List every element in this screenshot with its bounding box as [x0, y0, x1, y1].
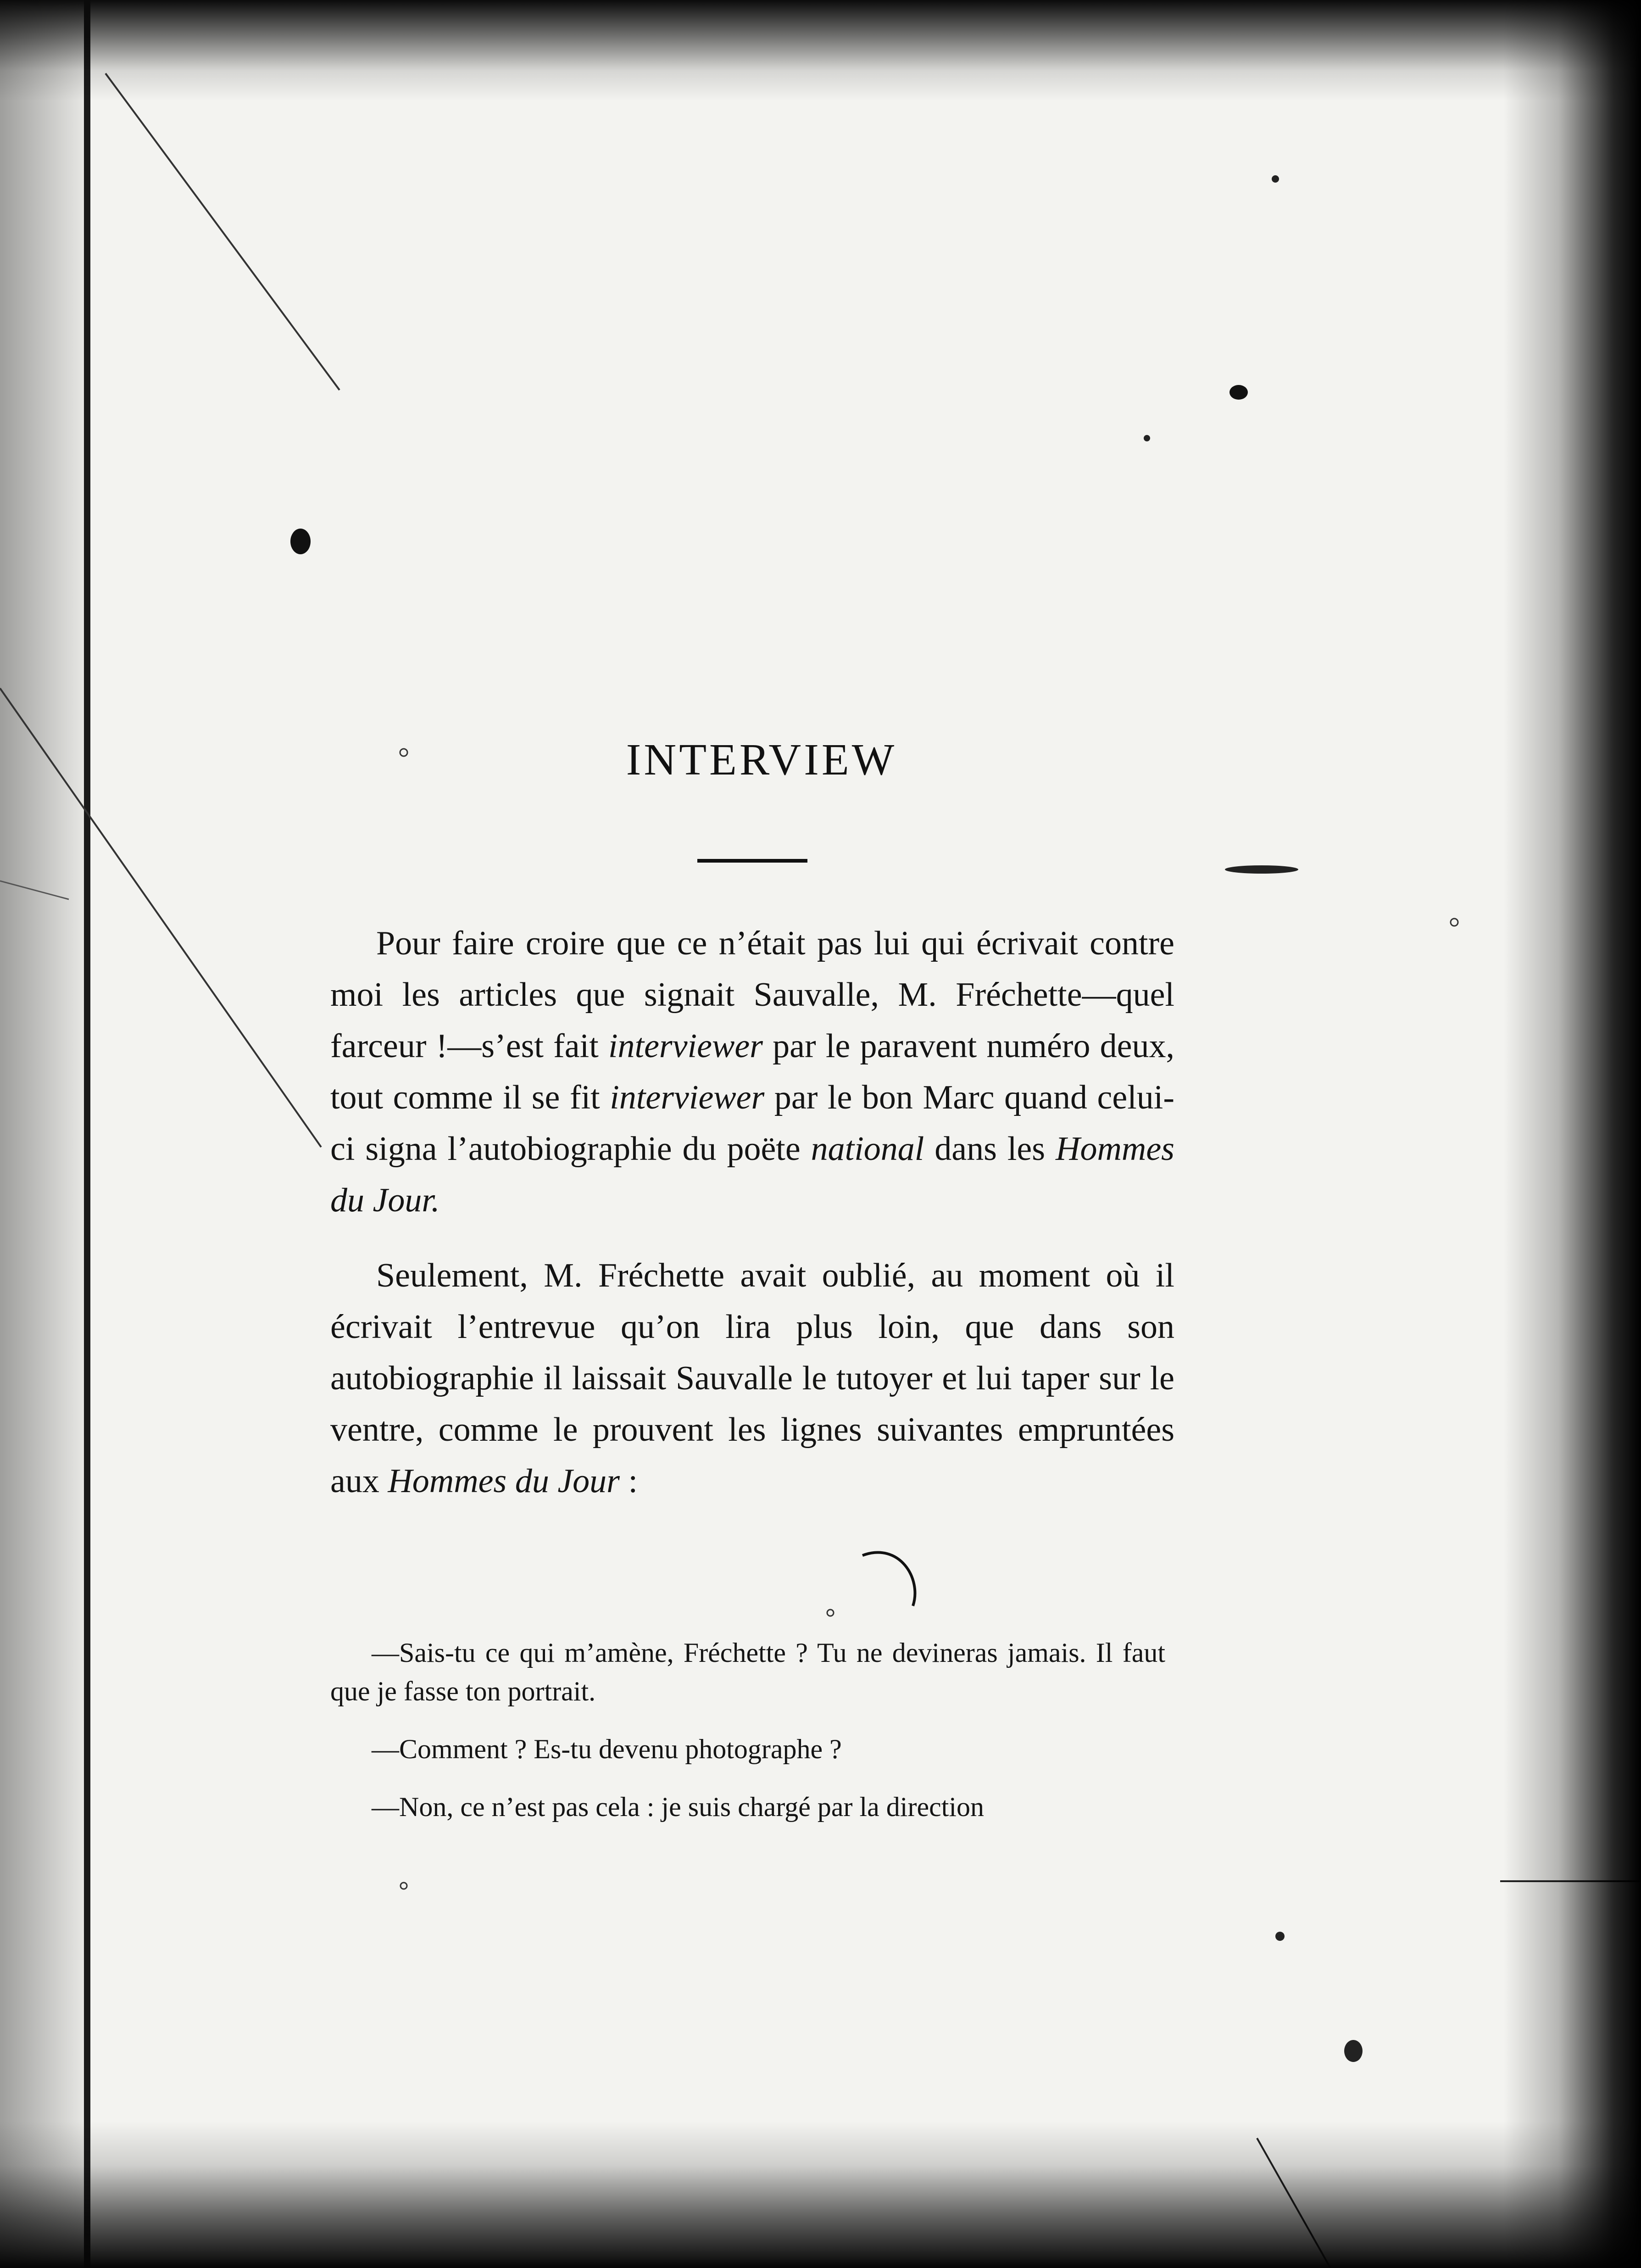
- quote-line-2: —Comment ? Es-tu devenu photographe ?: [372, 1734, 842, 1764]
- paragraph-2-italic-1: Hommes du Jour: [388, 1462, 620, 1500]
- quoted-dialogue: [330, 1633, 1165, 1845]
- scan-edge-right: [1503, 0, 1641, 2268]
- scan-edge-bottom: [0, 2121, 1641, 2268]
- paragraph-1-italic-3: national: [811, 1130, 924, 1168]
- paragraph-1-text-3: par le bon Marc quand celui-ci signa l’autobiographie du poëte: [330, 1079, 1174, 1168]
- title-rule: [697, 859, 807, 863]
- paragraph-2: [330, 1250, 1174, 1507]
- body-text: [330, 918, 1174, 1531]
- paragraph-1-text-1: Pour faire croire que ce n’était pas lui qui écrivait contre moi les articles que signait Sauvalle, M. Fréchette—quel farceur !—s’est fait: [330, 925, 1174, 1065]
- page-title: INTERVIEW: [626, 735, 897, 785]
- quote-line-3: —Non, ce n’est pas cela : je suis chargé par la direction: [372, 1792, 985, 1822]
- paragraph-1: [330, 918, 1174, 1226]
- paragraph-2-text-2: :: [619, 1462, 638, 1500]
- paragraph-2-text-1: Seulement, M. Fréchette avait oublié, au moment où il écrivait l’entrevue qu’on lira plus loin, que dans son autobiographie il laissait Sauvalle le tutoyer et lui taper sur le ventre, comme le prouvent les lignes suivantes empruntées aux: [330, 1257, 1174, 1500]
- paragraph-1-text-2: par le paravent numéro deux, tout comme il se fit: [330, 1027, 1174, 1116]
- scan-edge-top: [0, 0, 1641, 101]
- paragraph-1-italic-1: interviewer: [608, 1027, 763, 1065]
- quote-line-1: —Sais-tu ce qui m’amène, Fréchette ? Tu ne devineras jamais. Il faut que je fasse ton portrait.: [330, 1638, 1165, 1706]
- paragraph-1-italic-2: interviewer: [610, 1079, 765, 1116]
- paragraph-1-italic-4: Hommes du Jour.: [330, 1130, 1174, 1219]
- paragraph-1-text-4: dans les: [924, 1130, 1056, 1168]
